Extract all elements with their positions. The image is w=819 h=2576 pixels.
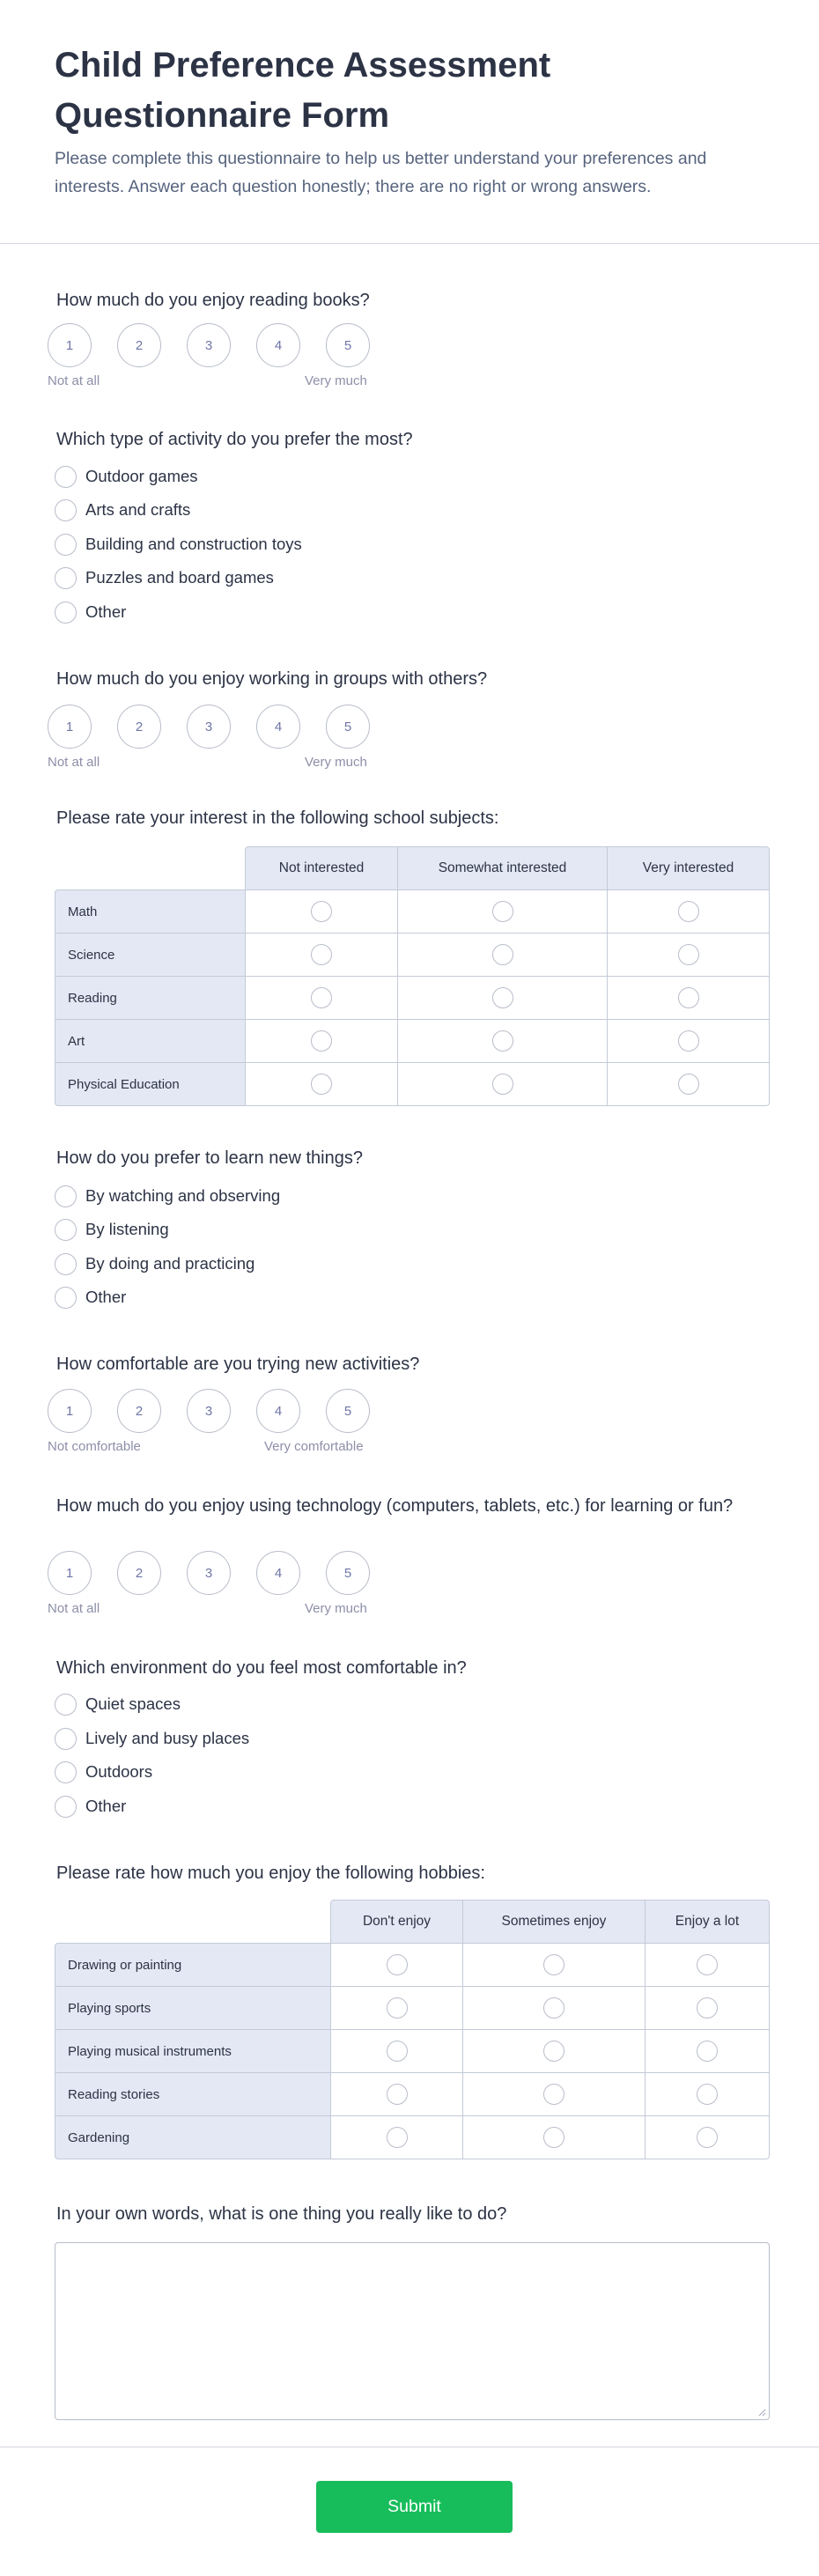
scale-option-5[interactable]: 5 [326,323,370,367]
option-label: Other [85,1797,127,1815]
matrix-cell[interactable] [330,1943,463,1987]
option-puzzles[interactable] [55,565,274,590]
resize-grip-icon[interactable] [757,2408,766,2417]
question-hobbies-label: Please rate how much you enjoy the following hobbies: [56,1864,485,1883]
option-quiet-spaces[interactable] [55,1692,181,1716]
matrix-cell[interactable] [245,933,398,977]
radio-button[interactable] [387,2127,408,2148]
option-arts-and-crafts[interactable] [55,498,190,522]
radio-button[interactable] [492,944,513,965]
option-outdoors[interactable] [55,1760,152,1784]
scale-low-label: Not at all [48,1601,100,1616]
matrix-row-label: Physical Education [55,1062,246,1106]
rating-scale-groups [48,705,382,775]
scale-option-5[interactable]: 5 [326,1551,370,1595]
scale-option-1[interactable]: 1 [48,705,92,749]
radio-button[interactable] [492,901,513,922]
form-header [0,0,819,244]
option-watching[interactable] [55,1184,280,1208]
radio-button[interactable] [697,1954,718,1975]
matrix-cell[interactable] [245,976,398,1020]
matrix-cell[interactable] [645,2115,770,2159]
option-other[interactable] [55,1285,126,1310]
matrix-cell[interactable] [397,889,608,934]
radio-button[interactable] [387,2041,408,2062]
scale-high-label: Very much [305,1601,367,1616]
submit-button[interactable]: Submit [316,2481,513,2533]
question-subjects-label: Please rate your interest in the following school subjects: [56,808,499,828]
radio-button[interactable] [55,1253,77,1275]
form-title: Child Preference Assessment Questionnaire Form [55,46,551,135]
scale-option-2[interactable]: 2 [117,705,161,749]
radio-button[interactable] [311,944,332,965]
matrix-cell[interactable] [645,1986,770,2030]
radio-button[interactable] [55,1796,77,1818]
radio-button[interactable] [492,1074,513,1095]
form-subtitle: Please complete this questionnaire to help us better understand your preferences and interests. Answer each question honestly; there are no right or wrong answers. [55,149,707,196]
radio-button[interactable] [492,987,513,1008]
scale-option-5[interactable]: 5 [326,705,370,749]
radio-button[interactable] [311,987,332,1008]
scale-option-3[interactable]: 3 [187,1389,231,1433]
option-outdoor-games[interactable] [55,464,198,489]
matrix-cell[interactable] [607,1019,770,1063]
free-text-area[interactable] [55,2242,770,2420]
option-label: Other [85,1288,127,1306]
matrix-row-label: Art [55,1019,246,1063]
question-activity-label: Which type of activity do you prefer the most? [56,430,413,449]
radio-button[interactable] [387,1954,408,1975]
radio-button[interactable] [697,2127,718,2148]
matrix-cell[interactable] [607,889,770,934]
scale-low-label: Not at all [48,373,100,388]
radio-button[interactable] [543,2084,564,2105]
scale-option-1[interactable]: 1 [48,1551,92,1595]
question-new-activities-label: How comfortable are you trying new activities? [56,1354,420,1374]
matrix-column-header: Don't enjoy [330,1900,463,1944]
radio-button[interactable] [697,2041,718,2062]
matrix-cell[interactable] [397,1062,608,1106]
matrix-row-label: Math [55,889,246,934]
radio-button[interactable] [55,567,77,589]
subjects-matrix [55,846,770,1111]
scale-high-label: Very much [305,755,367,770]
option-label: Lively and busy places [85,1729,250,1747]
option-label: Outdoor games [85,467,198,485]
radio-button[interactable] [543,1954,564,1975]
radio-button[interactable] [55,1287,77,1309]
scale-option-2[interactable]: 2 [117,323,161,367]
rating-scale-technology [48,1551,382,1621]
matrix-cell[interactable] [330,2072,463,2116]
question-free-text-label: In your own words, what is one thing you really like to do? [56,2204,507,2224]
matrix-cell[interactable] [607,976,770,1020]
radio-button[interactable] [387,1997,408,2019]
question-reading-label: How much do you enjoy reading books? [56,291,370,310]
option-label: Puzzles and board games [85,568,274,587]
radio-button[interactable] [55,602,77,624]
option-label: By listening [85,1220,169,1238]
matrix-column-header: Very interested [607,846,770,890]
radio-button[interactable] [55,499,77,521]
hobbies-matrix [55,1900,770,2164]
matrix-column-header: Somewhat interested [397,846,608,890]
option-label: Quiet spaces [85,1694,181,1713]
matrix-cell[interactable] [330,2029,463,2073]
matrix-cell[interactable] [397,933,608,977]
option-building-toys[interactable] [55,532,302,557]
scale-option-2[interactable]: 2 [117,1551,161,1595]
question-technology-label: How much do you enjoy using technology (computers, tablets, etc.) for learning or fun? [56,1496,734,1516]
option-label: Outdoors [85,1762,153,1781]
radio-button[interactable] [678,1030,699,1052]
radio-button[interactable] [387,2084,408,2105]
matrix-column-header: Sometimes enjoy [462,1900,646,1944]
matrix-column-header: Enjoy a lot [645,1900,770,1944]
scale-option-3[interactable]: 3 [187,323,231,367]
scale-low-label: Not at all [48,755,100,770]
scale-option-3[interactable]: 3 [187,1551,231,1595]
scale-option-4[interactable]: 4 [256,705,300,749]
rating-scale-new-activities [48,1389,382,1459]
option-other[interactable] [55,600,126,624]
radio-button[interactable] [311,1030,332,1052]
scale-option-1[interactable]: 1 [48,1389,92,1433]
radio-button[interactable] [55,1761,77,1783]
radio-button[interactable] [697,1997,718,2019]
matrix-row-label: Reading [55,976,246,1020]
matrix-row-label: Science [55,933,246,977]
matrix-cell[interactable] [245,1062,398,1106]
matrix-row-label: Playing musical instruments [55,2029,331,2073]
matrix-cell[interactable] [462,1986,646,2030]
option-lively-places[interactable] [55,1726,249,1751]
radio-button[interactable] [311,1074,332,1095]
matrix-cell[interactable] [607,933,770,977]
matrix-cell[interactable] [330,1986,463,2030]
scale-option-4[interactable]: 4 [256,1551,300,1595]
matrix-cell[interactable] [330,2115,463,2159]
radio-button[interactable] [543,2127,564,2148]
radio-button[interactable] [697,2084,718,2105]
scale-low-label: Not comfortable [48,1439,141,1454]
matrix-cell[interactable] [245,889,398,934]
radio-button[interactable] [543,1997,564,2019]
matrix-cell[interactable] [645,2072,770,2116]
matrix-row-label: Drawing or painting [55,1943,331,1987]
radio-button[interactable] [55,1694,77,1716]
option-label: Other [85,602,127,621]
scale-high-label: Very much [305,373,367,388]
matrix-row-label: Reading stories [55,2072,331,2116]
scale-option-2[interactable]: 2 [117,1389,161,1433]
matrix-cell[interactable] [245,1019,398,1063]
radio-button[interactable] [678,944,699,965]
option-label: By doing and practicing [85,1254,255,1273]
matrix-cell[interactable] [462,1943,646,1987]
question-environment-label: Which environment do you feel most comfortable in? [56,1658,467,1678]
option-label: Building and construction toys [85,535,302,553]
scale-high-label: Very comfortable [264,1439,364,1454]
matrix-cell[interactable] [397,976,608,1020]
matrix-row-label: Playing sports [55,1986,331,2030]
option-other[interactable] [55,1794,126,1819]
option-listening[interactable] [55,1217,169,1242]
radio-button[interactable] [678,901,699,922]
matrix-cell[interactable] [607,1062,770,1106]
radio-button[interactable] [55,534,77,556]
radio-button[interactable] [492,1030,513,1052]
matrix-cell[interactable] [645,1943,770,1987]
option-label: By watching and observing [85,1186,281,1205]
radio-button[interactable] [55,1219,77,1241]
scale-option-1[interactable]: 1 [48,323,92,367]
matrix-row-label: Gardening [55,2115,331,2159]
scale-option-3[interactable]: 3 [187,705,231,749]
question-learn-label: How do you prefer to learn new things? [56,1148,363,1168]
radio-button[interactable] [678,1074,699,1095]
radio-button[interactable] [678,987,699,1008]
radio-button[interactable] [311,901,332,922]
question-groups-label: How much do you enjoy working in groups with others? [56,669,488,689]
matrix-cell[interactable] [462,2029,646,2073]
radio-button[interactable] [55,466,77,488]
matrix-cell[interactable] [462,2072,646,2116]
matrix-cell[interactable] [397,1019,608,1063]
scale-option-4[interactable]: 4 [256,323,300,367]
rating-scale-reading [48,323,382,394]
matrix-column-header: Not interested [245,846,398,890]
radio-button[interactable] [543,2041,564,2062]
option-doing[interactable] [55,1251,255,1276]
radio-button[interactable] [55,1185,77,1207]
radio-button[interactable] [55,1728,77,1750]
scale-option-5[interactable]: 5 [326,1389,370,1433]
matrix-cell[interactable] [645,2029,770,2073]
matrix-cell[interactable] [462,2115,646,2159]
option-label: Arts and crafts [85,500,191,519]
scale-option-4[interactable]: 4 [256,1389,300,1433]
